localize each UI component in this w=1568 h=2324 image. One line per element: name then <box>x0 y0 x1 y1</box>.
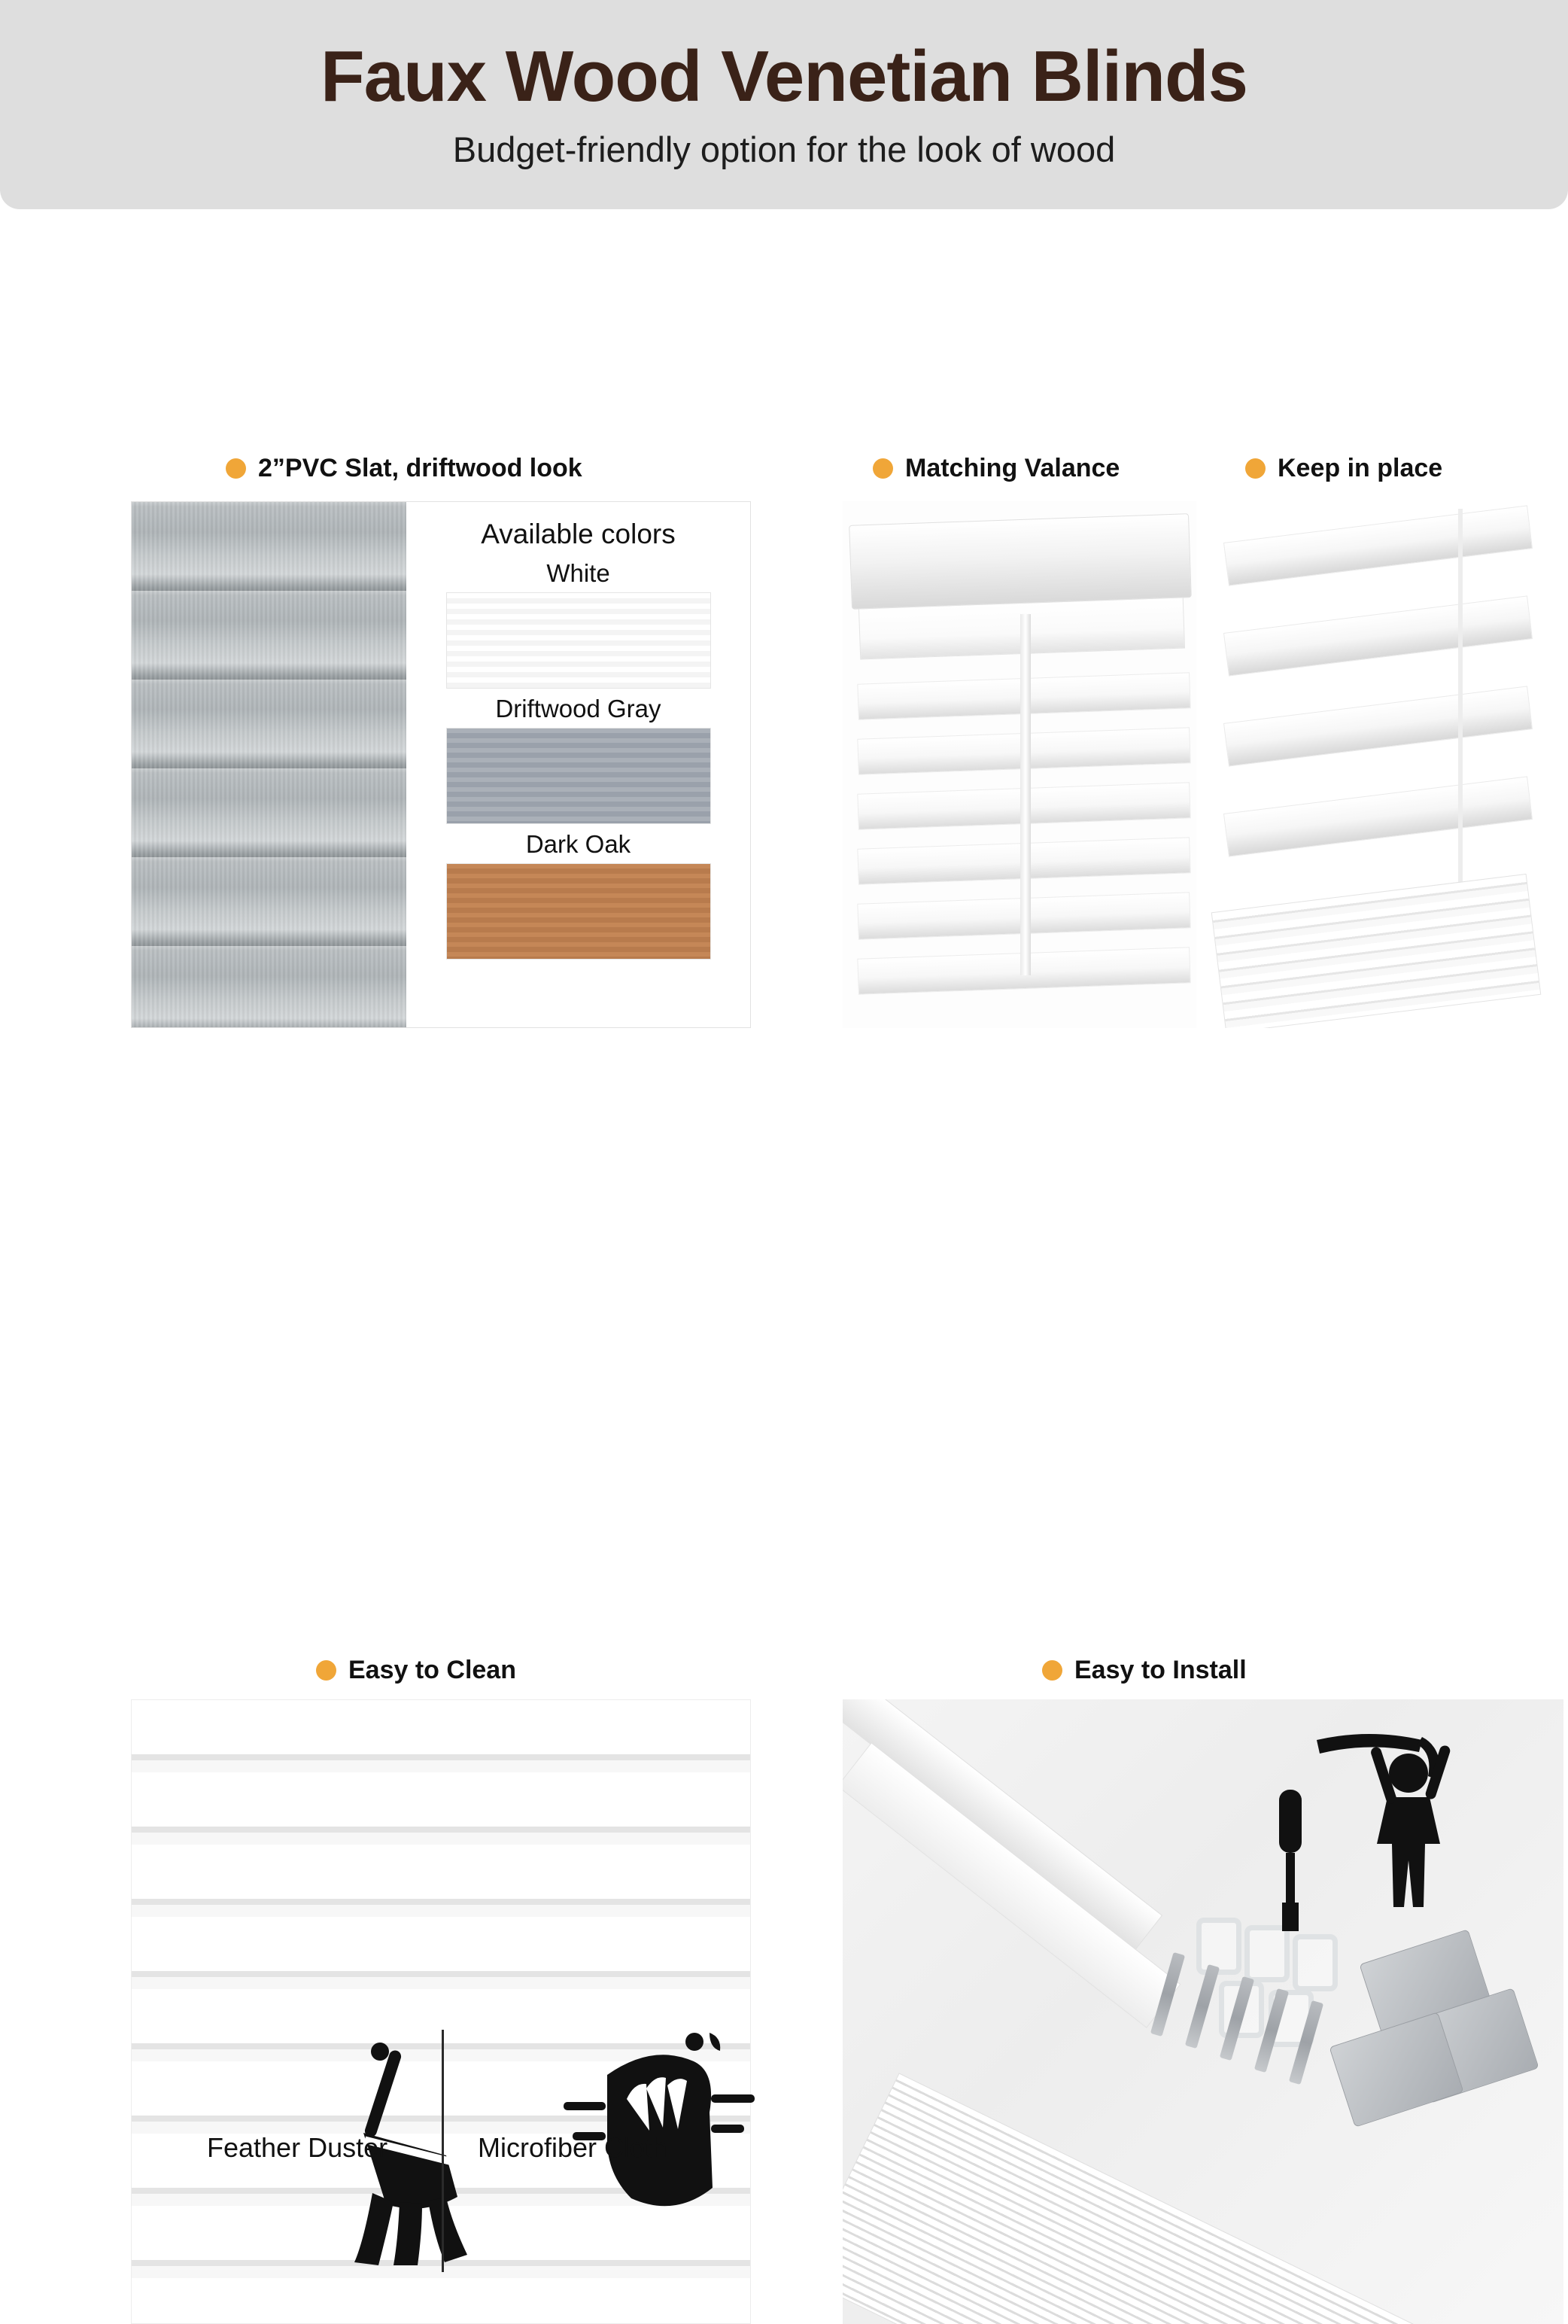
screw <box>1185 1964 1220 2049</box>
easy-to-clean-image <box>131 1699 751 2324</box>
bullet-icon <box>1245 458 1266 479</box>
section-title-easy-to-install <box>1042 1656 1247 1685</box>
valance-clip <box>1244 1925 1290 1982</box>
bullet-icon <box>226 458 246 479</box>
bullet-icon <box>873 458 893 479</box>
top-feature-row <box>0 209 1568 858</box>
valance-part <box>843 1742 1181 2028</box>
section-title-valance-label: Matching Valance <box>905 454 1120 482</box>
person-measuring-icon <box>1309 1729 1505 1910</box>
swatch-label-white: White <box>546 559 610 587</box>
easy-to-install-image <box>843 1699 1563 2324</box>
section-title-slat-label: 2”PVC Slat, driftwood look <box>258 454 582 482</box>
label-microfiber-cloth: Microfiber Cloth <box>478 2132 668 2163</box>
blind-slat <box>1223 686 1533 766</box>
label-feather-duster: Feather Duster <box>207 2132 388 2163</box>
clean-divider <box>442 2030 444 2272</box>
headrail-graphic <box>849 513 1192 610</box>
blind-slat <box>1223 595 1533 676</box>
mounting-bracket <box>1329 2012 1463 2127</box>
swatch-white <box>446 592 711 689</box>
valance-clip <box>1293 1934 1338 1991</box>
bottom-feature-row <box>0 804 1568 2163</box>
blind-stack-part <box>843 2073 1415 2324</box>
screwdriver-icon <box>1264 1790 1317 1933</box>
bullet-icon <box>1042 1660 1062 1681</box>
available-colors-heading: Available colors <box>481 519 676 549</box>
section-title-slat <box>226 454 582 483</box>
section-title-clean-label: Easy to Clean <box>348 1656 516 1684</box>
section-title-install-label: Easy to Install <box>1074 1656 1247 1684</box>
section-title-easy-to-clean <box>316 1656 516 1685</box>
section-title-keep-in-place <box>1245 454 1442 483</box>
page-header <box>0 0 1568 209</box>
valance-clip <box>1196 1918 1241 1975</box>
section-title-keep-label: Keep in place <box>1278 454 1443 482</box>
blind-slat <box>1223 505 1533 586</box>
page-title: Faux Wood Venetian Blinds <box>320 36 1248 117</box>
section-title-valance <box>873 454 1120 483</box>
bullet-icon <box>316 1660 336 1681</box>
page-subtitle: Budget-friendly option for the look of wood <box>452 129 1116 169</box>
swatch-label-dark-oak: Dark Oak <box>525 830 631 858</box>
swatch-label-driftwood-gray: Driftwood Gray <box>495 695 661 722</box>
